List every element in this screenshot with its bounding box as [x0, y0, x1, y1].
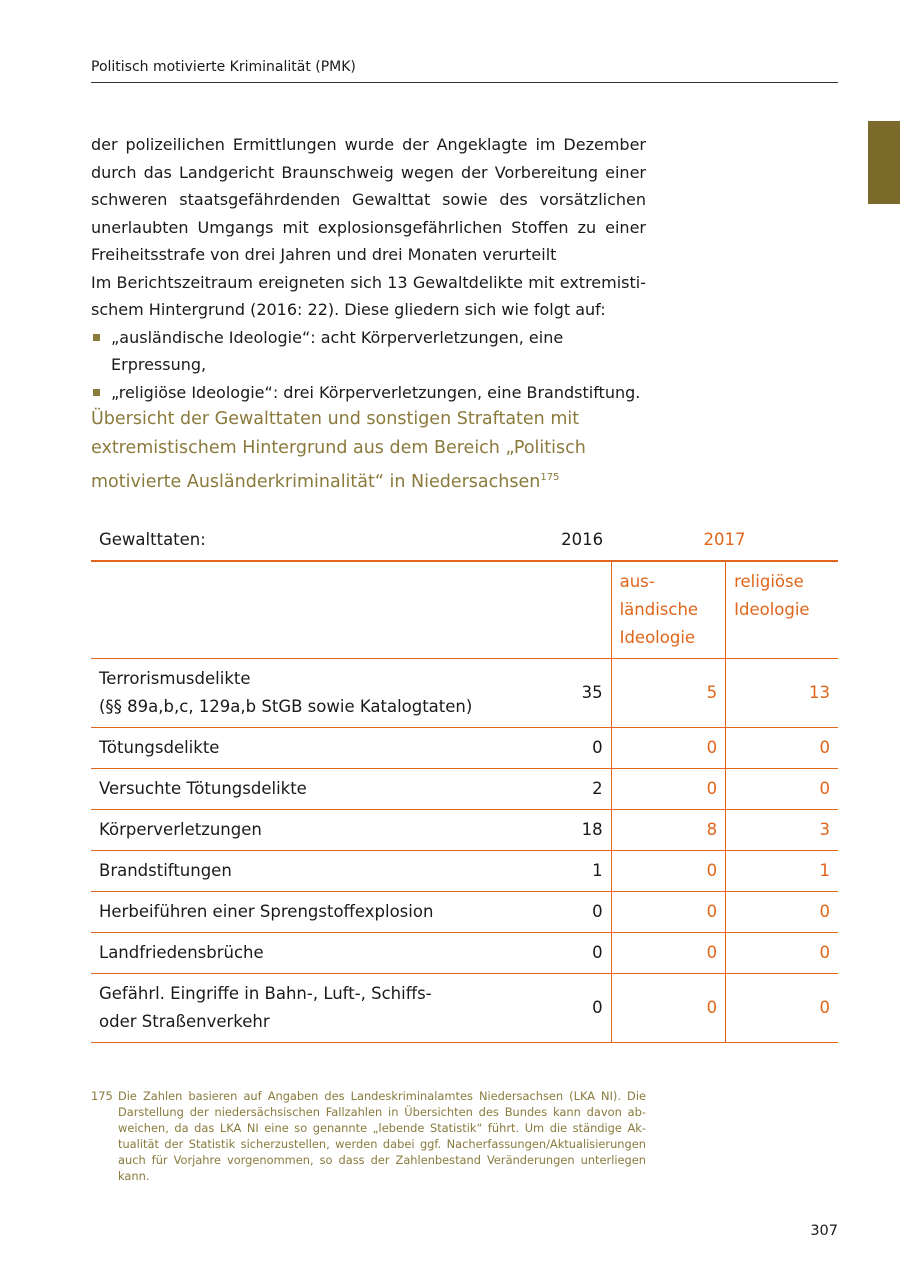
- bullet-item-2: [91, 379, 646, 407]
- table-row: [91, 769, 838, 810]
- footnote-number: 175: [91, 1089, 113, 1103]
- header-year-2016: 2016: [561, 530, 604, 549]
- bullet-text: „religiöse Ideologie“: drei Körperverletzungen, eine Brandstiftung.: [111, 382, 641, 402]
- table-header-row: [91, 520, 838, 561]
- value-2017-religioese: 1: [726, 851, 838, 892]
- table-row: [91, 974, 838, 1043]
- row-label-line: Körperverletzungen: [99, 820, 262, 839]
- subheader-auslaendische-ideologie: ausländische Ideologie: [611, 561, 726, 659]
- value-2017-religioese: 0: [726, 769, 838, 810]
- table-row: [91, 810, 838, 851]
- row-label: [91, 810, 509, 851]
- body-text: [91, 131, 646, 406]
- value-2017-auslaendische: 0: [611, 933, 726, 974]
- table-body: [91, 659, 838, 1043]
- row-label: [91, 659, 509, 728]
- value-2017-religioese: 0: [726, 728, 838, 769]
- chapter-tab-marker: [868, 121, 900, 204]
- row-label-line: (§§ 89a,b,c, 129a,b StGB sowie Katalogtaten): [99, 697, 473, 716]
- footnote-ref: 175: [540, 472, 560, 483]
- bullet-square-icon: [93, 334, 100, 341]
- row-label: [91, 974, 509, 1043]
- row-label-line: Herbeiführen einer Sprengstoffexplosion: [99, 902, 434, 921]
- running-header: Politisch motivierte Kriminalität (PMK): [91, 58, 838, 83]
- value-2016: 0: [592, 998, 603, 1017]
- table-title-text: Übersicht der Gewalttaten und sonstigen Straftaten mit extremistischem Hintergrund aus dem Bereich „Politisch motivierte Ausländerkriminalität“ in Niedersachsen: [91, 409, 586, 492]
- row-label-line: oder Straßenverkehr: [99, 1012, 270, 1031]
- value-2017-religioese: 0: [726, 974, 838, 1043]
- bullet-square-icon: [93, 389, 100, 396]
- table-row: [91, 659, 838, 728]
- row-label: [91, 728, 509, 769]
- table-row: [91, 851, 838, 892]
- table-subheader-row: [91, 561, 838, 659]
- row-label-line: Landfriedensbrüche: [99, 943, 264, 962]
- row-label: [91, 892, 509, 933]
- footnote-text: Die Zahlen basieren auf Angaben des Landeskriminalamtes Niedersachsen (LKA NI). Die Darstellung der niedersächsischen Fallzahlen in Übersichten des Bundes kann davon abweichen, da das LKA NI eine so genannte „lebende Statistik“ führt. Um die ständige Aktualität der Statistik sicherzustellen, werden dabei ggf. Nacherfassungen/Aktualisierungen auch für Vorjahre vorgenommen, so dass der Zahlenbestand Veränderungen unterliegen kann.: [118, 1089, 646, 1183]
- value-2017-religioese: 0: [726, 892, 838, 933]
- value-2017-auslaendische: 0: [611, 851, 726, 892]
- value-2016: 0: [592, 943, 603, 962]
- bullet-text: „ausländische Ideologie“: acht Körperverletzungen, eine Erpressung,: [111, 327, 564, 374]
- row-label-line: Terrorismusdelikte: [99, 669, 251, 688]
- statistics-table: [91, 520, 838, 1043]
- table-row: [91, 892, 838, 933]
- paragraph-2: Im Berichtszeitraum ereigneten sich 13 Gewaltdelikte mit extremistischem Hintergrund (2016: 22). Diese gliedern sich wie folgt auf:: [91, 272, 646, 319]
- value-2017-religioese: 0: [726, 933, 838, 974]
- header-label: Gewalttaten:: [99, 530, 206, 549]
- bullet-item-1: [91, 324, 646, 379]
- value-2017-auslaendische: 5: [611, 659, 726, 728]
- row-label: [91, 769, 509, 810]
- value-2017-auslaendische: 8: [611, 810, 726, 851]
- value-2017-auslaendische: 0: [611, 892, 726, 933]
- value-2017-religioese: 13: [726, 659, 838, 728]
- value-2016: 2: [592, 779, 603, 798]
- row-label-line: Tötungsdelikte: [99, 738, 220, 757]
- subheader-empty: [509, 561, 611, 659]
- value-2017-auslaendische: 0: [611, 728, 726, 769]
- subheader-empty: [91, 561, 509, 659]
- value-2017-auslaendische: 0: [611, 769, 726, 810]
- row-label-line: Versuchte Tötungsdelikte: [99, 779, 307, 798]
- page-number: 307: [810, 1223, 838, 1239]
- value-2016: 35: [581, 683, 603, 702]
- table-row: [91, 728, 838, 769]
- row-label: [91, 851, 509, 892]
- row-label-line: Brandstiftungen: [99, 861, 232, 880]
- bullet-list: [91, 324, 646, 407]
- footnote: [91, 1088, 646, 1184]
- paragraph-1: der polizeilichen Ermittlungen wurde der Angeklagte im Dezember durch das Landgericht Braunschweig wegen der Vorbereitung einer schweren staatsgefährdenden Gewalttat sowie des vorsätzlichen unerlaubten Umgangs mit explosionsgefährlichen Stoffen zu einer Freiheitsstrafe von drei Jahren und drei Monaten verurteilt: [91, 135, 646, 264]
- value-2016: 18: [581, 820, 603, 839]
- value-2016: 0: [592, 902, 603, 921]
- value-2017-auslaendische: 0: [611, 974, 726, 1043]
- subheader-religioese-ideologie: religiöse Ideologie: [726, 561, 838, 659]
- value-2017-religioese: 3: [726, 810, 838, 851]
- table-title: [91, 405, 651, 497]
- value-2016: 0: [592, 738, 603, 757]
- table-row: [91, 933, 838, 974]
- row-label: [91, 933, 509, 974]
- row-label-line: Gefährl. Eingriffe in Bahn-, Luft-, Schiffs-: [99, 984, 432, 1003]
- value-2016: 1: [592, 861, 603, 880]
- header-year-2017: 2017: [703, 530, 746, 549]
